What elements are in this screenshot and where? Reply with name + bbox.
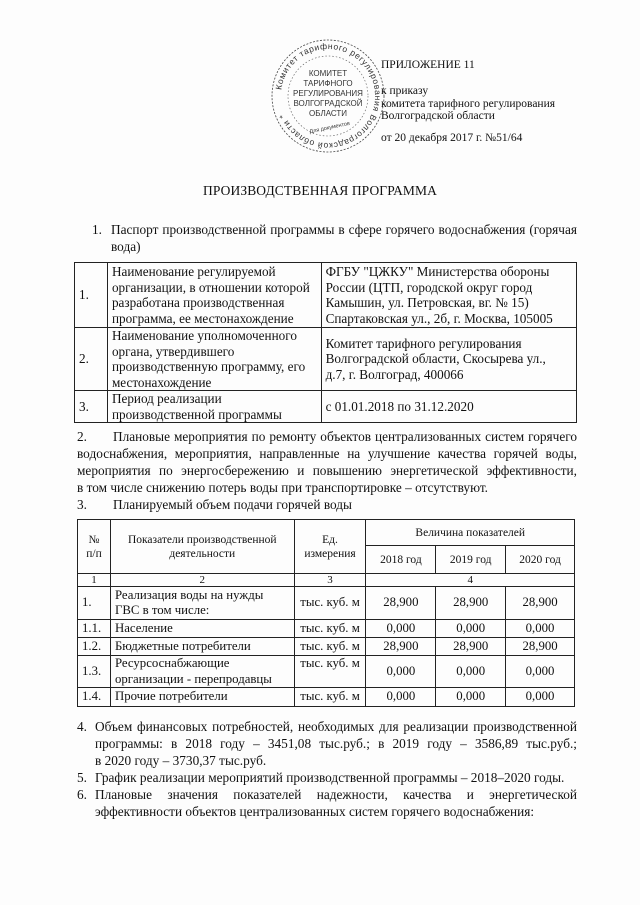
value-line: ФГБУ "ЦЖКУ" Министерства обороны xyxy=(325,264,550,279)
label-line: производственную программу, его xyxy=(111,359,306,374)
svg-text:ВОЛГОГРАДСКОЙ: ВОЛГОГРАДСКОЙ xyxy=(293,99,363,108)
label-line: разработана производственная xyxy=(111,295,285,310)
value-2019: 0,000 xyxy=(436,620,506,638)
table-row xyxy=(78,587,575,620)
row-number: 1.2. xyxy=(78,638,111,656)
header-text: № xyxy=(88,533,100,546)
section-4-number: 4. xyxy=(77,719,87,734)
label-line: организации - перепродавцы xyxy=(114,671,272,686)
row-number: 1.4. xyxy=(78,688,111,707)
table-row xyxy=(75,328,577,391)
section-5-text: График реализации мероприятий производственной программы – 2018–2020 годы. xyxy=(95,770,565,785)
header-text: измерения xyxy=(304,547,356,560)
label-line: Наименование уполномоченного xyxy=(111,328,297,343)
section-6-number: 6. xyxy=(77,787,87,802)
index-cell: 1 xyxy=(78,574,111,587)
label-line: Ресурсоснабжающие xyxy=(114,656,230,670)
row-unit: тыс. куб. м xyxy=(294,587,366,620)
document-title: ПРОИЗВОДСТВЕННАЯ ПРОГРАММА xyxy=(203,183,437,198)
value-2019: 0,000 xyxy=(436,688,506,707)
header-year-2020: 2020 год xyxy=(506,546,575,574)
section-1-heading xyxy=(111,221,577,255)
row-label: Бюджетные потребители xyxy=(110,638,294,656)
value-line: Спартаковская ул., 2б, г. Москва, 105005 xyxy=(325,310,553,326)
index-row xyxy=(78,574,575,587)
section-2-line-2: водоснабжения, мероприятия, направленные на улучшение качества горячей воды, xyxy=(77,446,577,461)
value-line: России (ЦТП, городской округ город xyxy=(325,279,533,295)
value-2018: 0,000 xyxy=(366,620,436,638)
row-number: 3. xyxy=(75,391,108,423)
section-2-text-1: Плановые мероприятия по ремонту объектов централизованных систем горячего xyxy=(113,429,577,444)
value-2020: 0,000 xyxy=(506,688,575,707)
order-line-2: комитета тарифного регулирования xyxy=(381,98,556,110)
row-label: Население xyxy=(110,620,294,638)
value-2020: 28,900 xyxy=(506,638,575,656)
svg-text:ОБЛАСТИ: ОБЛАСТИ xyxy=(308,109,348,118)
order-line-1: к приказу xyxy=(381,85,429,97)
header-year-2018: 2018 год xyxy=(366,546,436,574)
value-2019: 28,900 xyxy=(436,587,506,620)
header-values-group: Величина показателей xyxy=(366,520,575,546)
value-2019: 28,900 xyxy=(436,638,506,656)
order-date: от 20 декабря 2017 г. №51/64 xyxy=(381,132,523,144)
stamp-seal-icon xyxy=(270,38,386,154)
svg-text:КОМИТЕТ: КОМИТЕТ xyxy=(308,69,348,78)
section-2-paragraph xyxy=(77,428,577,496)
label-line: Наименование регулируемой xyxy=(111,264,276,279)
svg-text:Для документов: Для документов xyxy=(309,120,351,136)
table-row xyxy=(78,638,575,656)
svg-text:РЕГУЛИРОВАНИЯ: РЕГУЛИРОВАНИЯ xyxy=(293,89,363,98)
section-6-line-1: Плановые значения показателей надежности, качества и энергетической xyxy=(95,787,577,802)
row-value xyxy=(321,328,576,391)
header-row xyxy=(78,520,575,546)
row-unit: тыс. куб. м xyxy=(294,688,366,707)
table-row xyxy=(75,391,577,423)
table-row xyxy=(78,656,575,688)
index-cell: 3 xyxy=(294,574,366,587)
section-6-line-2: эффективности объектов централизованных систем горячего водоснабжения: xyxy=(95,804,535,819)
header-num xyxy=(78,520,111,574)
header-text: Показатели производственной xyxy=(127,533,277,546)
row-unit: тыс. куб. м xyxy=(294,620,366,638)
row-unit: тыс. куб. м xyxy=(294,656,366,688)
row-label xyxy=(110,587,294,620)
row-label xyxy=(110,656,294,688)
label-line: Период реализации xyxy=(111,391,222,406)
label-line: программа, ее местонахождение xyxy=(111,310,294,326)
section-3-text: Планируемый объем подачи горячей воды xyxy=(113,497,352,512)
section-1-number: 1. xyxy=(92,222,102,237)
value-2020: 0,000 xyxy=(506,620,575,638)
index-cell: 2 xyxy=(110,574,294,587)
header-unit xyxy=(294,520,366,574)
table-row xyxy=(78,620,575,638)
header-text: деятельности xyxy=(169,547,236,560)
row-unit: тыс. куб. м xyxy=(294,638,366,656)
index-cell: 4 xyxy=(366,574,575,587)
svg-text:ТАРИФНОГО: ТАРИФНОГО xyxy=(303,79,353,88)
row-label xyxy=(107,328,321,391)
row-label xyxy=(107,263,321,328)
section-1-line-2: вода) xyxy=(111,239,141,254)
section-3-number: 3. xyxy=(77,497,87,512)
order-line-3: Волгоградской области xyxy=(381,110,495,122)
label-line: производственной программы xyxy=(111,406,282,422)
section-3-heading xyxy=(77,496,577,513)
section-4-line-1: Объем финансовых потребностей, необходимых для реализации производственной xyxy=(95,719,577,734)
header-indicator xyxy=(110,520,294,574)
value-line: Комитет тарифного регулирования xyxy=(325,335,522,351)
table-row xyxy=(78,688,575,707)
row-label: Прочие потребители xyxy=(110,688,294,707)
value-2019: 0,000 xyxy=(436,656,506,688)
svg-text:Комитет тарифного регулировани: Комитет тарифного регулирования Волгоградской области * xyxy=(273,40,384,152)
value-2018: 28,900 xyxy=(366,587,436,620)
section-6-paragraph xyxy=(95,786,577,820)
value-line: Волгоградской области, Скосырева ул., xyxy=(325,351,546,367)
label-line: органа, утвердившего xyxy=(111,343,235,359)
section-4-line-3: в 2020 году – 3730,37 тыс.руб. xyxy=(95,753,267,768)
row-value xyxy=(321,263,576,328)
value-line: Камышин, ул. Петровская, вг. № 15) xyxy=(325,295,529,310)
value-2018: 0,000 xyxy=(366,688,436,707)
value-2018: 28,900 xyxy=(366,638,436,656)
label-line: организации, в отношении которой xyxy=(111,279,310,295)
section-2-line-1 xyxy=(77,428,577,445)
header-text: Ед. xyxy=(322,533,338,546)
row-number: 1.3. xyxy=(78,656,111,688)
header-text: п/п xyxy=(86,547,102,560)
table-row xyxy=(75,263,577,328)
value-line: д.7, г. Волгоград, 400066 xyxy=(325,366,464,382)
passport-table xyxy=(74,262,577,423)
label-line: Реализация воды на нужды xyxy=(114,587,264,602)
value-2018: 0,000 xyxy=(366,656,436,688)
volume-table xyxy=(77,519,575,707)
value-line: с 01.01.2018 по 31.12.2020 xyxy=(325,398,474,414)
section-5-number: 5. xyxy=(77,770,87,785)
label-line: местонахождение xyxy=(111,374,212,390)
official-stamp xyxy=(270,38,386,154)
row-number: 2. xyxy=(75,328,108,391)
section-2-line-4: в том числе снижению потерь воды при транспортировке – отсутствуют. xyxy=(77,480,488,495)
row-label xyxy=(107,391,321,423)
row-number: 1. xyxy=(75,263,108,328)
row-value xyxy=(321,391,576,423)
row-number: 1.1. xyxy=(78,620,111,638)
section-2-number: 2. xyxy=(77,429,87,444)
row-number: 1. xyxy=(78,587,111,620)
section-2-line-3: мероприятия по энергосбережению и повышению энергетической эффективности, xyxy=(77,463,577,478)
label-line: ГВС в том числе: xyxy=(114,603,210,617)
value-2020: 28,900 xyxy=(506,587,575,620)
header-year-2019: 2019 год xyxy=(436,546,506,574)
section-4-line-2: программы: в 2018 году – 3451,08 тыс.руб.; в 2019 году – 3586,89 тыс.руб.; xyxy=(95,736,577,751)
section-1-line-1: Паспорт производственной программы в сфере горячего водоснабжения (горячая xyxy=(111,222,577,237)
section-4-paragraph xyxy=(95,718,577,769)
value-2020: 0,000 xyxy=(506,656,575,688)
appendix-label: ПРИЛОЖЕНИЕ 11 xyxy=(381,59,475,71)
